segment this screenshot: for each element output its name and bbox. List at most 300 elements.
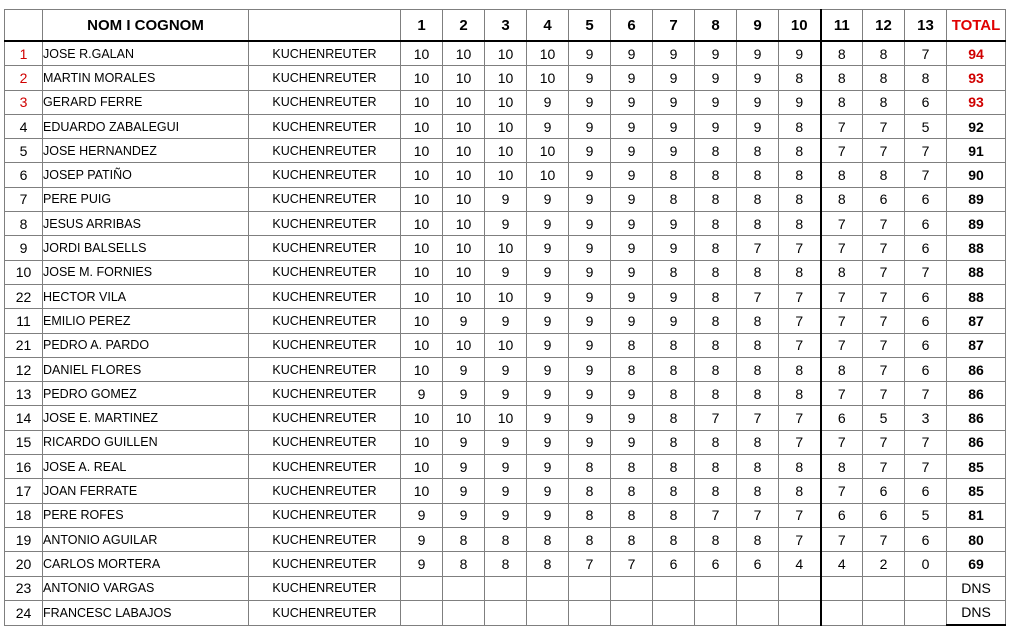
row-name: JOSEP PATIÑO [43,163,249,187]
row-score-10: 8 [779,455,821,479]
row-score-1: 10 [401,139,443,163]
row-score-11: 4 [821,552,863,576]
row-score-2 [443,576,485,600]
row-score-7: 8 [653,260,695,284]
row-position: 11 [5,309,43,333]
row-score-11: 7 [821,479,863,503]
row-score-11: 8 [821,41,863,66]
row-score-8: 8 [695,139,737,163]
row-club: KUCHENREUTER [249,576,401,600]
header-round-12: 12 [863,10,905,42]
row-score-5: 9 [569,406,611,430]
row-name: JOSE E. MARTINEZ [43,406,249,430]
row-position: 16 [5,455,43,479]
row-name: JOSE A. REAL [43,455,249,479]
row-score-13: 6 [905,187,947,211]
row-score-5: 9 [569,357,611,381]
row-score-9: 8 [737,382,779,406]
row-score-5: 9 [569,309,611,333]
row-position: 8 [5,212,43,236]
header-round-1: 1 [401,10,443,42]
row-score-4: 9 [527,90,569,114]
row-score-3: 10 [485,284,527,308]
row-score-8: 6 [695,552,737,576]
row-club: KUCHENREUTER [249,114,401,138]
row-score-13: 0 [905,552,947,576]
row-score-1: 10 [401,284,443,308]
row-score-3: 9 [485,455,527,479]
table-row [5,503,1006,527]
row-score-11: 8 [821,90,863,114]
row-position: 21 [5,333,43,357]
row-score-10 [779,600,821,625]
row-name: ANTONIO AGUILAR [43,527,249,551]
row-score-5: 9 [569,333,611,357]
row-club: KUCHENREUTER [249,455,401,479]
row-score-12: 7 [863,114,905,138]
header-row [5,10,1006,42]
row-score-13: 7 [905,382,947,406]
row-score-3: 10 [485,333,527,357]
row-score-7: 9 [653,212,695,236]
row-total: 93 [947,90,1006,114]
row-score-8 [695,576,737,600]
row-score-9: 8 [737,309,779,333]
row-club: KUCHENREUTER [249,212,401,236]
row-score-12: 5 [863,406,905,430]
row-score-7: 8 [653,357,695,381]
row-club: KUCHENREUTER [249,406,401,430]
row-score-6: 9 [611,90,653,114]
row-score-12: 7 [863,430,905,454]
row-score-9 [737,576,779,600]
row-score-7: 8 [653,430,695,454]
table-row [5,527,1006,551]
row-score-10: 9 [779,41,821,66]
row-score-3: 10 [485,66,527,90]
row-total: 88 [947,284,1006,308]
row-position: 4 [5,114,43,138]
row-score-10: 8 [779,114,821,138]
row-score-8: 9 [695,66,737,90]
row-score-8: 8 [695,309,737,333]
row-total: 80 [947,527,1006,551]
row-score-3: 10 [485,114,527,138]
row-position: 1 [5,41,43,66]
row-score-12: 7 [863,455,905,479]
row-score-13: 8 [905,66,947,90]
results-body [5,41,1006,625]
header-name: NOM I COGNOM [43,10,249,42]
table-row [5,212,1006,236]
row-name: JOSE R.GALAN [43,41,249,66]
row-score-13: 6 [905,309,947,333]
row-score-6: 9 [611,284,653,308]
table-row [5,406,1006,430]
row-score-10: 7 [779,333,821,357]
row-score-5: 7 [569,552,611,576]
row-score-1: 9 [401,552,443,576]
row-score-8: 8 [695,284,737,308]
row-score-8: 8 [695,333,737,357]
row-club: KUCHENREUTER [249,503,401,527]
row-score-1: 10 [401,406,443,430]
row-score-3: 8 [485,552,527,576]
row-position: 13 [5,382,43,406]
row-club: KUCHENREUTER [249,90,401,114]
row-name: JOSE HERNANDEZ [43,139,249,163]
row-score-9: 8 [737,527,779,551]
row-club: KUCHENREUTER [249,41,401,66]
row-score-11: 7 [821,236,863,260]
row-club: KUCHENREUTER [249,260,401,284]
row-score-4: 9 [527,309,569,333]
row-score-6: 9 [611,41,653,66]
header-round-7: 7 [653,10,695,42]
row-score-10: 7 [779,406,821,430]
row-total: 87 [947,333,1006,357]
row-name: JESUS ARRIBAS [43,212,249,236]
row-club: KUCHENREUTER [249,187,401,211]
row-score-13: 6 [905,527,947,551]
row-score-5: 9 [569,41,611,66]
row-score-11 [821,576,863,600]
row-score-7: 6 [653,552,695,576]
row-score-11: 8 [821,357,863,381]
row-score-6: 8 [611,455,653,479]
row-total: DNS [947,576,1006,600]
row-score-11: 6 [821,406,863,430]
row-score-10: 7 [779,236,821,260]
row-score-5 [569,600,611,625]
row-score-4: 9 [527,284,569,308]
row-score-8: 8 [695,236,737,260]
row-position: 15 [5,430,43,454]
row-score-6 [611,600,653,625]
row-score-8: 8 [695,382,737,406]
row-score-3: 9 [485,430,527,454]
row-club: KUCHENREUTER [249,66,401,90]
row-score-12: 7 [863,527,905,551]
row-score-6: 8 [611,527,653,551]
row-score-6: 9 [611,139,653,163]
row-score-2: 10 [443,139,485,163]
row-score-2: 10 [443,236,485,260]
row-score-4: 10 [527,139,569,163]
row-score-9: 8 [737,260,779,284]
row-score-1: 10 [401,260,443,284]
row-score-9: 9 [737,90,779,114]
row-score-8: 7 [695,406,737,430]
row-score-7: 8 [653,163,695,187]
row-score-5 [569,576,611,600]
row-score-4: 9 [527,382,569,406]
row-score-6: 9 [611,309,653,333]
row-score-9: 7 [737,406,779,430]
row-total: 86 [947,382,1006,406]
row-club: KUCHENREUTER [249,479,401,503]
row-score-7: 8 [653,406,695,430]
row-total: 69 [947,552,1006,576]
row-score-11: 7 [821,527,863,551]
row-score-9: 8 [737,479,779,503]
row-score-1: 10 [401,41,443,66]
row-score-10: 8 [779,357,821,381]
row-score-2: 10 [443,333,485,357]
row-score-4: 10 [527,163,569,187]
row-score-8: 8 [695,479,737,503]
row-score-11: 8 [821,66,863,90]
row-name: EMILIO PEREZ [43,309,249,333]
row-score-2: 9 [443,503,485,527]
row-score-12 [863,600,905,625]
row-position: 2 [5,66,43,90]
table-row [5,66,1006,90]
row-score-12 [863,576,905,600]
row-score-10: 7 [779,430,821,454]
row-score-13: 6 [905,212,947,236]
row-position: 9 [5,236,43,260]
row-score-11: 7 [821,212,863,236]
table-row [5,236,1006,260]
row-score-4: 8 [527,527,569,551]
row-score-9: 9 [737,114,779,138]
row-score-6: 8 [611,503,653,527]
row-score-8: 8 [695,357,737,381]
row-score-2: 10 [443,284,485,308]
table-row [5,139,1006,163]
row-score-12: 7 [863,260,905,284]
row-score-3 [485,600,527,625]
row-score-6: 9 [611,382,653,406]
row-score-4: 9 [527,357,569,381]
header-round-8: 8 [695,10,737,42]
row-name: PERE PUIG [43,187,249,211]
row-score-4: 9 [527,503,569,527]
table-row [5,309,1006,333]
row-score-1: 10 [401,163,443,187]
row-score-3: 9 [485,187,527,211]
row-total: 81 [947,503,1006,527]
row-club: KUCHENREUTER [249,552,401,576]
header-round-10: 10 [779,10,821,42]
row-score-4: 8 [527,552,569,576]
row-score-12: 6 [863,503,905,527]
row-score-12: 8 [863,163,905,187]
header-round-9: 9 [737,10,779,42]
table-row [5,600,1006,625]
row-name: PEDRO GOMEZ [43,382,249,406]
row-score-1: 10 [401,430,443,454]
row-score-12: 7 [863,139,905,163]
row-score-7: 8 [653,382,695,406]
row-score-11: 7 [821,382,863,406]
row-score-6: 9 [611,406,653,430]
row-score-8: 8 [695,260,737,284]
row-score-6: 8 [611,479,653,503]
row-score-13: 6 [905,479,947,503]
header-total: TOTAL [947,10,1006,42]
row-total: 86 [947,406,1006,430]
row-score-10: 8 [779,382,821,406]
row-score-3: 9 [485,382,527,406]
row-score-7: 9 [653,284,695,308]
row-score-13: 7 [905,430,947,454]
header-round-6: 6 [611,10,653,42]
row-score-7: 9 [653,139,695,163]
row-score-11: 7 [821,333,863,357]
row-score-7: 9 [653,41,695,66]
row-score-12: 8 [863,90,905,114]
row-score-7: 8 [653,333,695,357]
row-score-8: 8 [695,527,737,551]
row-score-2: 9 [443,430,485,454]
row-score-5: 9 [569,212,611,236]
row-score-9: 9 [737,66,779,90]
row-score-2: 8 [443,552,485,576]
row-score-4: 10 [527,41,569,66]
row-score-5: 9 [569,139,611,163]
row-club: KUCHENREUTER [249,600,401,625]
row-score-4: 10 [527,66,569,90]
row-score-3: 10 [485,90,527,114]
row-total: 87 [947,309,1006,333]
row-score-2: 10 [443,187,485,211]
row-score-10: 8 [779,212,821,236]
row-score-10: 8 [779,163,821,187]
row-score-2 [443,600,485,625]
row-total: DNS [947,600,1006,625]
row-score-8: 9 [695,114,737,138]
row-score-4: 9 [527,455,569,479]
row-score-2: 10 [443,41,485,66]
row-score-2: 10 [443,90,485,114]
row-score-12: 7 [863,236,905,260]
table-row [5,357,1006,381]
row-score-10: 8 [779,139,821,163]
row-score-1: 10 [401,357,443,381]
row-total: 92 [947,114,1006,138]
row-score-2: 10 [443,114,485,138]
row-position: 24 [5,600,43,625]
row-score-13: 7 [905,455,947,479]
row-score-4: 9 [527,430,569,454]
row-score-4 [527,600,569,625]
row-score-8: 9 [695,90,737,114]
row-total: 86 [947,357,1006,381]
row-score-1: 9 [401,503,443,527]
row-score-9: 8 [737,430,779,454]
row-score-2: 10 [443,260,485,284]
row-score-1: 10 [401,90,443,114]
row-score-1: 9 [401,527,443,551]
row-name: JOAN FERRATE [43,479,249,503]
row-score-7 [653,600,695,625]
row-score-9: 8 [737,455,779,479]
table-row [5,576,1006,600]
row-score-2: 8 [443,527,485,551]
table-row [5,260,1006,284]
row-score-12: 6 [863,187,905,211]
row-score-8: 9 [695,41,737,66]
row-score-7: 9 [653,114,695,138]
row-score-13: 6 [905,236,947,260]
row-score-6: 9 [611,236,653,260]
table-row [5,455,1006,479]
row-score-5: 9 [569,430,611,454]
row-score-7: 9 [653,236,695,260]
row-total: 89 [947,212,1006,236]
row-score-2: 10 [443,406,485,430]
table-row [5,430,1006,454]
row-score-5: 8 [569,503,611,527]
row-score-5: 9 [569,114,611,138]
row-score-13: 6 [905,284,947,308]
row-score-10: 8 [779,66,821,90]
table-row [5,479,1006,503]
row-score-5: 9 [569,382,611,406]
row-score-7: 8 [653,479,695,503]
row-score-6: 9 [611,430,653,454]
row-score-13: 6 [905,357,947,381]
row-name: MARTIN MORALES [43,66,249,90]
row-score-12: 6 [863,479,905,503]
table-row [5,284,1006,308]
row-score-2: 9 [443,382,485,406]
row-position: 7 [5,187,43,211]
row-name: FRANCESC LABAJOS [43,600,249,625]
row-name: JORDI BALSELLS [43,236,249,260]
row-name: CARLOS MORTERA [43,552,249,576]
row-score-10: 9 [779,90,821,114]
row-score-13: 6 [905,333,947,357]
table-row [5,552,1006,576]
row-score-4: 9 [527,260,569,284]
row-club: KUCHENREUTER [249,382,401,406]
row-position: 17 [5,479,43,503]
row-score-1: 10 [401,212,443,236]
row-score-10 [779,576,821,600]
row-score-5: 8 [569,455,611,479]
row-score-11: 8 [821,455,863,479]
row-score-6: 8 [611,333,653,357]
header-round-13: 13 [905,10,947,42]
row-score-12: 7 [863,309,905,333]
row-score-13: 5 [905,114,947,138]
row-score-5: 8 [569,527,611,551]
row-score-3: 9 [485,260,527,284]
row-score-2: 9 [443,309,485,333]
row-score-10: 4 [779,552,821,576]
row-name: JOSE M. FORNIES [43,260,249,284]
row-score-13: 7 [905,139,947,163]
row-score-13: 7 [905,260,947,284]
row-score-3: 10 [485,406,527,430]
row-score-9: 8 [737,212,779,236]
row-score-9: 8 [737,333,779,357]
row-score-8 [695,600,737,625]
table-row [5,90,1006,114]
row-club: KUCHENREUTER [249,430,401,454]
row-score-5: 9 [569,284,611,308]
row-position: 23 [5,576,43,600]
row-score-12: 7 [863,382,905,406]
row-score-10: 7 [779,503,821,527]
row-score-7: 8 [653,455,695,479]
row-score-10: 8 [779,479,821,503]
row-score-3: 10 [485,139,527,163]
row-score-2: 9 [443,479,485,503]
